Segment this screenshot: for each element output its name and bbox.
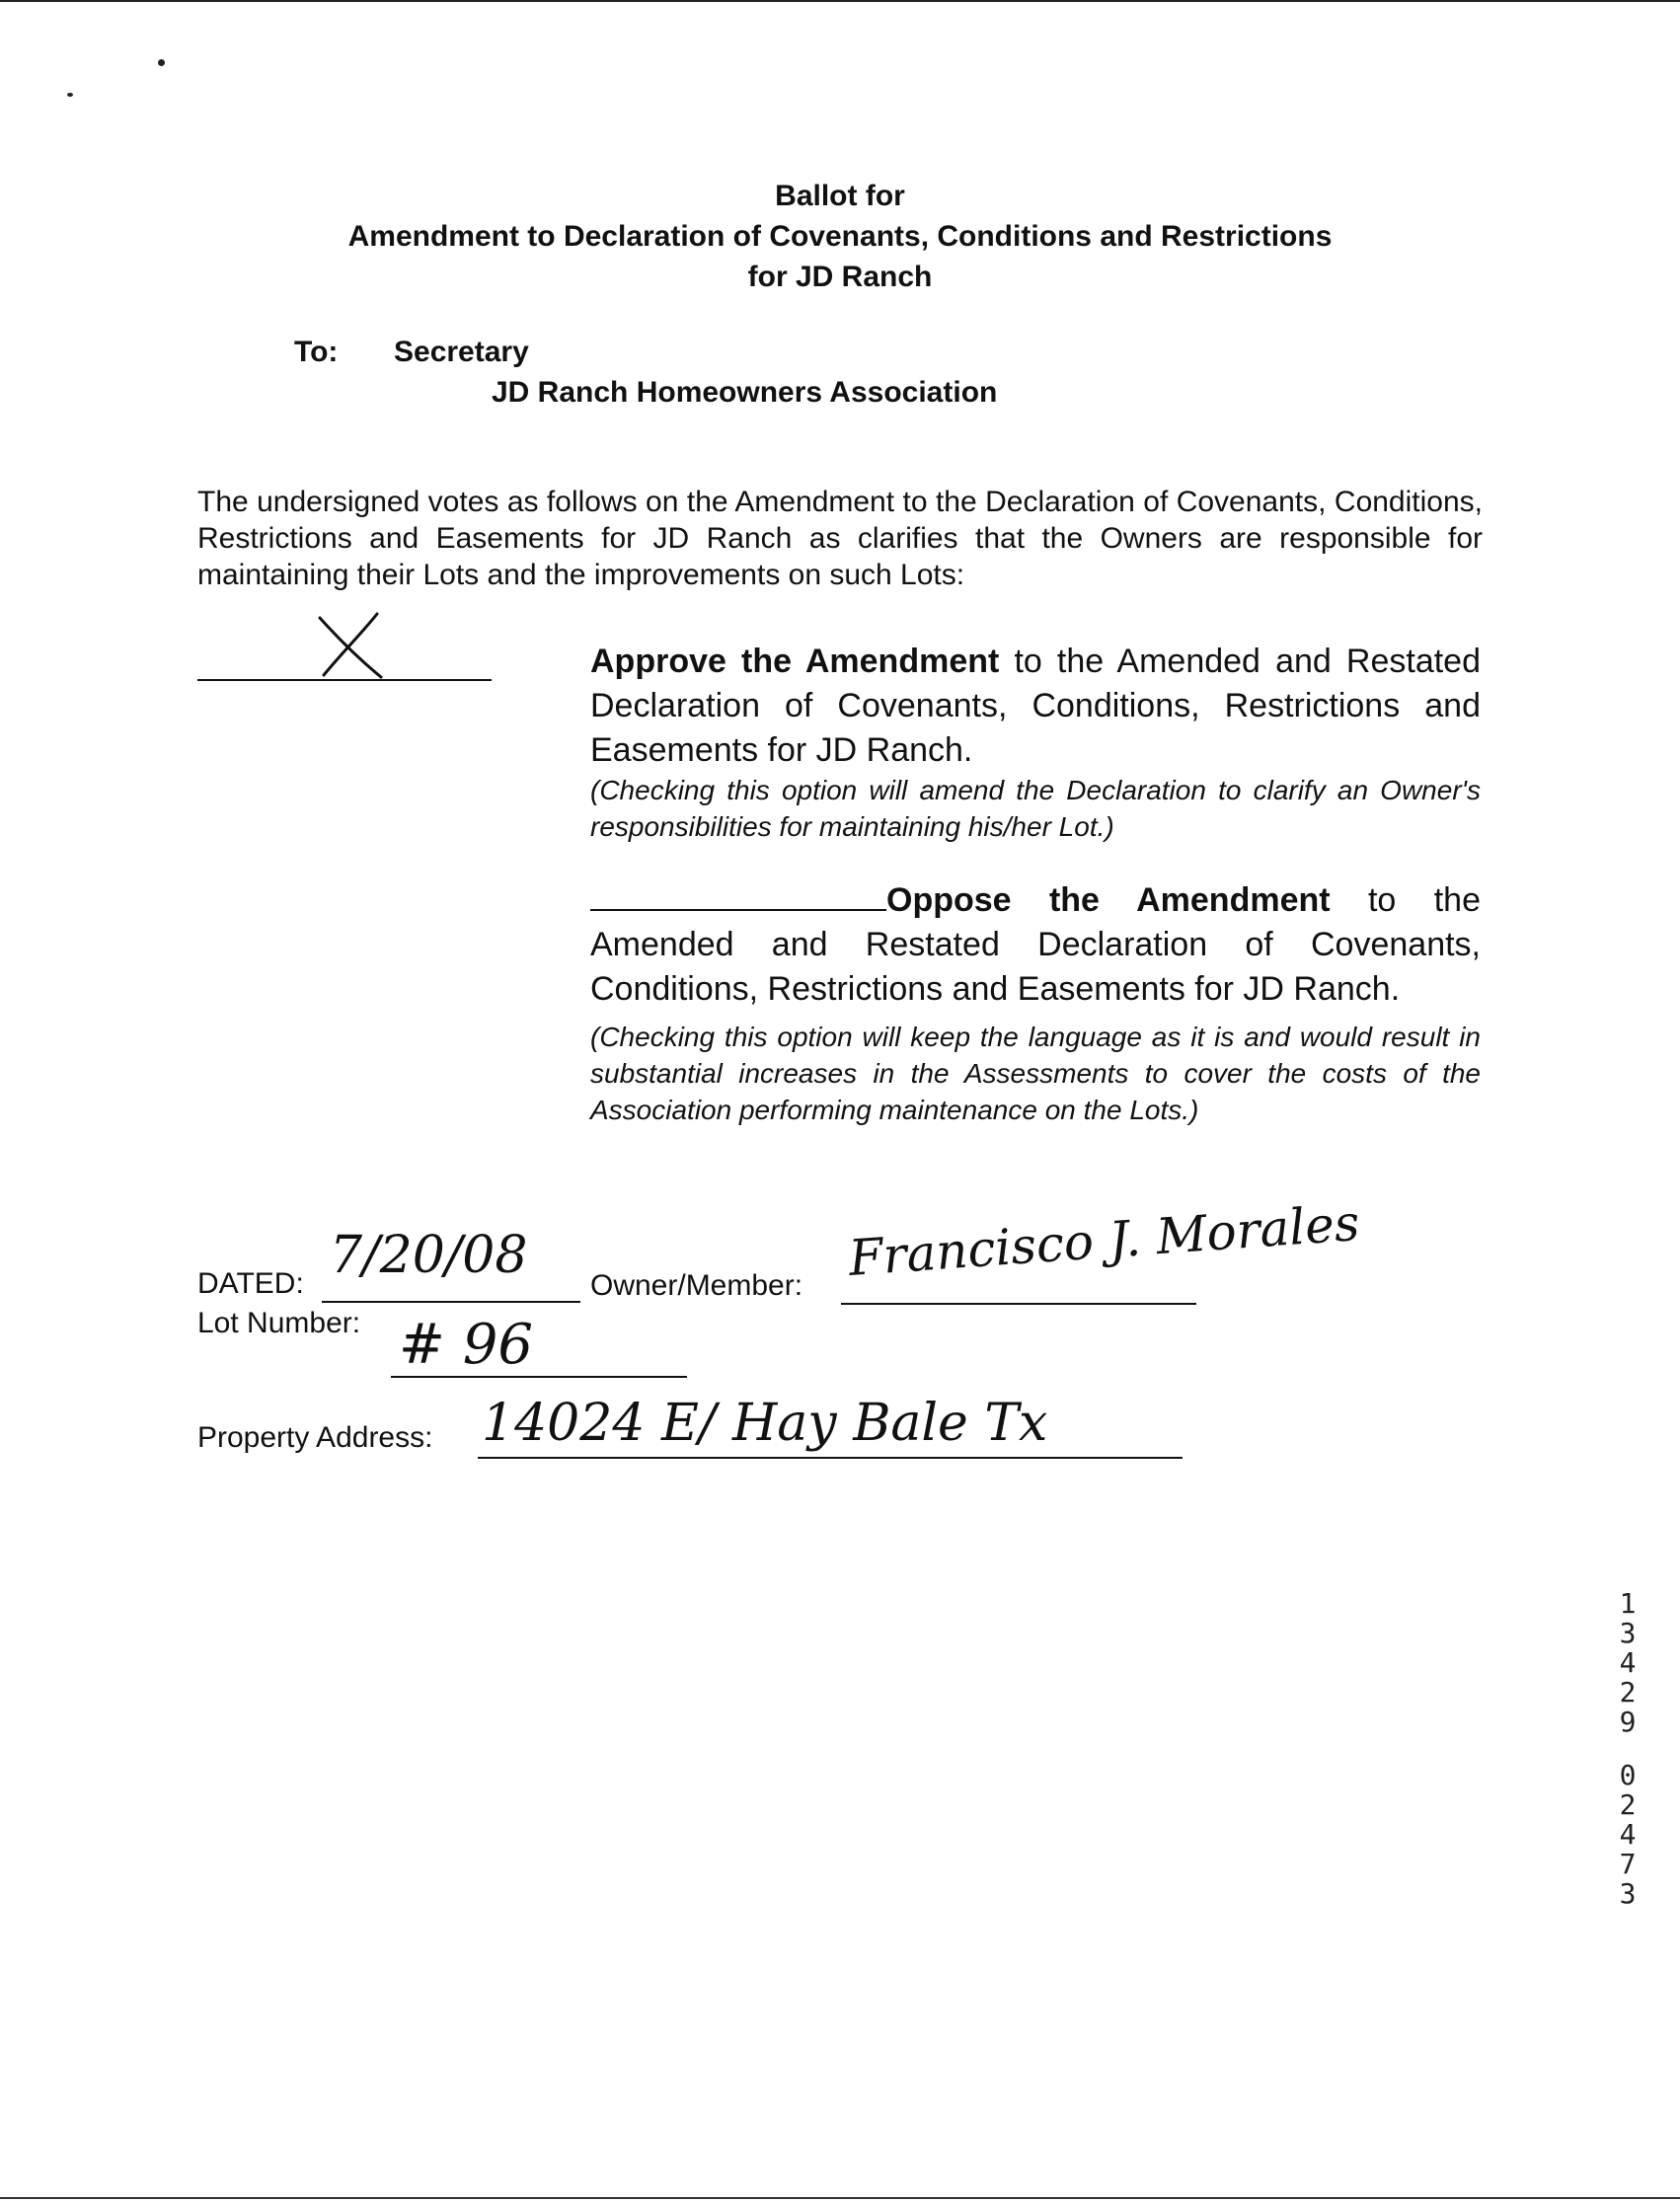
title-line-3: for JD Ranch xyxy=(747,261,933,293)
oppose-option[interactable] xyxy=(590,878,1481,1012)
document-id-digit: 1 xyxy=(1619,1587,1637,1620)
approve-x-mark xyxy=(316,612,387,681)
approve-heading: Approve the Amendment xyxy=(590,643,1000,680)
document-id-digit: 7 xyxy=(1619,1848,1637,1880)
document-id-digit: 3 xyxy=(1619,1617,1637,1649)
document-id-digit: 4 xyxy=(1619,1646,1637,1679)
page-top-border xyxy=(0,0,1680,2)
dated-line[interactable] xyxy=(322,1301,580,1303)
scan-speck xyxy=(67,93,73,97)
ballot-title xyxy=(0,176,1680,297)
property-address-label: Property Address: xyxy=(197,1421,433,1454)
lot-number-label: Lot Number: xyxy=(197,1307,361,1339)
document-id-gap xyxy=(1615,1737,1641,1761)
scan-speck xyxy=(158,59,165,66)
document-id-digit: 0 xyxy=(1619,1759,1637,1791)
dated-label: DATED: xyxy=(197,1267,304,1300)
document-id-digit: 9 xyxy=(1619,1706,1637,1738)
owner-signature: Francisco J. Morales xyxy=(846,1193,1362,1287)
to-label: To: xyxy=(294,336,339,368)
title-line-1: Ballot for xyxy=(775,180,905,212)
document-id-digit: 3 xyxy=(1619,1877,1637,1910)
property-address-line[interactable] xyxy=(478,1457,1183,1459)
property-address-value: 14024 E/ Hay Bale Tx xyxy=(482,1394,1048,1453)
document-id-number xyxy=(1615,1589,1641,1909)
approve-note: (Checking this option will amend the Declaration to clarify an Owner's responsibilities for maintaining his/her Lot.) xyxy=(590,775,1481,842)
title-line-2: Amendment to Declaration of Covenants, Conditions and Restrictions xyxy=(347,220,1333,253)
owner-label: Owner/Member: xyxy=(590,1269,803,1302)
oppose-heading: Oppose the Amendment xyxy=(886,881,1331,919)
document-id-digit: 4 xyxy=(1619,1818,1637,1851)
page-bottom-border xyxy=(0,2197,1680,2199)
oppose-note: (Checking this option will keep the language as it is and would result in substantial increases in the Assessments to cover the costs of the Association performing maintenance on the Lots.) xyxy=(590,1022,1481,1125)
oppose-text: to the Amended and Restated Declaration of Covenants, Conditions, Restrictions and Easements for JD Ranch. xyxy=(590,881,1481,1008)
approve-option[interactable] xyxy=(590,640,1481,773)
document-id-digit: 2 xyxy=(1619,1676,1637,1708)
oppose-checkbox-line[interactable] xyxy=(590,909,886,911)
intro-paragraph: The undersigned votes as follows on the Amendment to the Declaration of Covenants, Conditions, Restrictions and Easements for JD Ranch as clarifies that the Owners are responsible for maintaining their Lots and the improvements on such Lots: xyxy=(197,486,1483,591)
lot-number-value: # 96 xyxy=(399,1313,533,1377)
owner-line[interactable] xyxy=(841,1303,1196,1305)
dated-value: 7/20/08 xyxy=(330,1226,528,1285)
addressee-organization: JD Ranch Homeowners Association xyxy=(492,376,998,409)
approve-text: to the Amended and Restated Declaration of Covenants, Conditions, Restrictions and Easements for JD Ranch. xyxy=(590,643,1481,769)
document-id-digit: 2 xyxy=(1619,1788,1637,1821)
addressee-name: Secretary xyxy=(394,336,529,368)
